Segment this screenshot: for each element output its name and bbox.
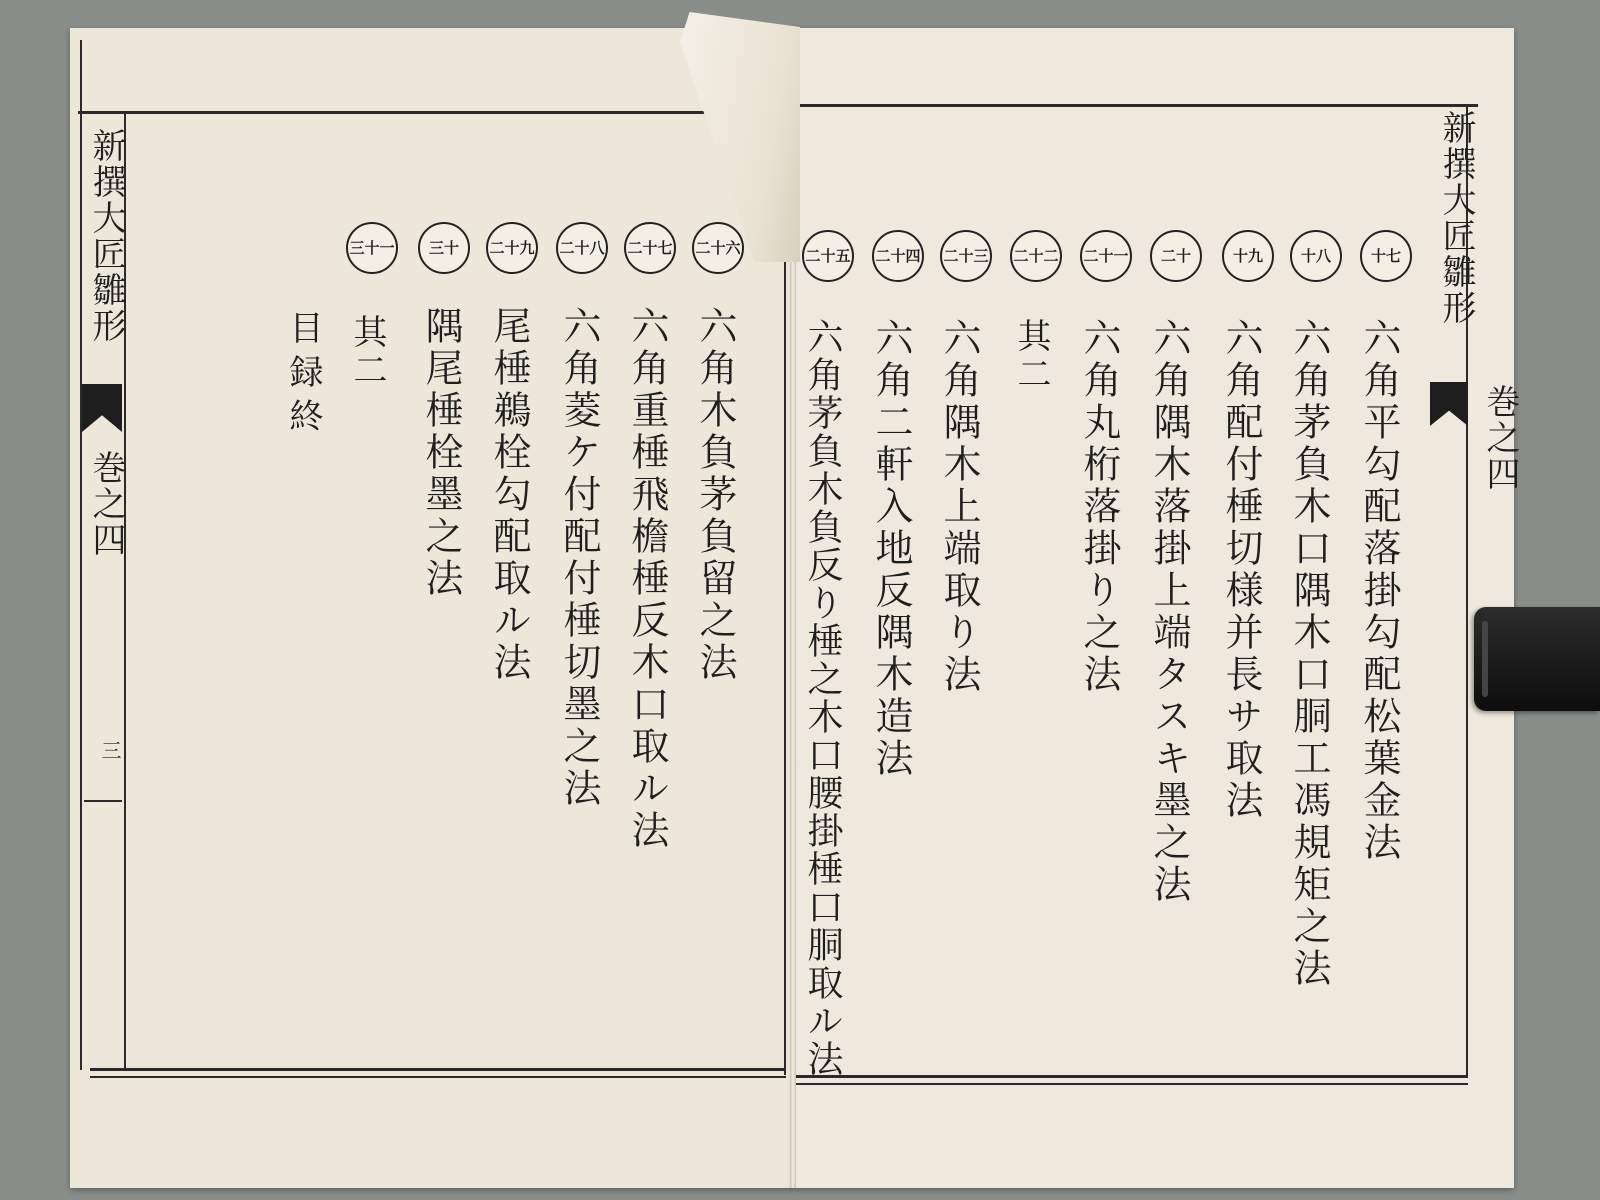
entry-number-badge: 二十 [1150,230,1202,282]
entry-number-badge: 十九 [1222,230,1274,282]
entry-text: 六角配付棰切様并長サ取法 [1219,318,1263,822]
entry-text: 六角隅木落掛上端タスキ墨之法 [1147,318,1191,906]
right-volume-label: 巻之四 [1480,384,1520,492]
entry-text: 六角平勾配落掛勾配松葉金法 [1357,318,1401,864]
left-top-border [78,111,786,114]
entry-text: 六角重棰飛檐棰反木口取ル法 [625,306,669,852]
entry-text: 六角丸桁落掛り之法 [1077,318,1121,696]
table-of-contents-end: 目録終 [283,310,323,442]
left-volume-label: 巻之四 [86,450,126,558]
left-bottom-border-inner [90,1076,786,1078]
right-margin-title: 新撰大匠雛形 [1436,110,1476,326]
entry-text: 尾棰鵜栓勾配取ル法 [487,306,531,684]
left-bottom-border [90,1068,786,1071]
entry-number-badge: 二十七 [624,222,676,274]
left-margin-title: 新撰大匠雛形 [86,128,126,344]
entry-text: 六角隅木上端取り法 [937,318,981,696]
left-page [70,28,794,1188]
entry-number-badge: 三十 [418,222,470,274]
entry-number-badge: 二十三 [940,230,992,282]
entry-number-badge: 二十五 [802,230,854,282]
binder-clip [1474,607,1600,711]
left-page-number: 三 [98,740,122,764]
right-bottom-border [796,1075,1468,1078]
entry-number-badge: 二十六 [692,222,744,274]
entry-text: 其二 [1011,318,1051,394]
entry-number-badge: 二十四 [872,230,924,282]
entry-text: 六角茅負木口隅木口胴工馮規矩之法 [1287,318,1331,990]
entry-text: 六角菱ケ付配付棰切墨之法 [557,306,601,810]
entry-number-badge: 二十一 [1080,230,1132,282]
entry-text: 其二 [347,314,387,390]
entry-number-badge: 二十二 [1010,230,1062,282]
entry-text: 六角茅負木負反り棰之木口腰掛棰口胴取ル法 [802,318,843,1078]
entry-number-badge: 十七 [1360,230,1412,282]
entry-text: 隅尾棰栓墨之法 [419,306,463,600]
right-top-border [796,104,1478,107]
entry-number-badge: 二十九 [486,222,538,274]
left-margin-tick [84,800,122,802]
right-bottom-border-inner [796,1083,1468,1085]
entry-number-badge: 三十一 [346,222,398,274]
entry-number-badge: 二十八 [556,222,608,274]
entry-text: 六角木負茅負留之法 [693,306,737,684]
entry-text: 六角二軒入地反隅木造法 [869,318,913,780]
entry-number-badge: 十八 [1290,230,1342,282]
